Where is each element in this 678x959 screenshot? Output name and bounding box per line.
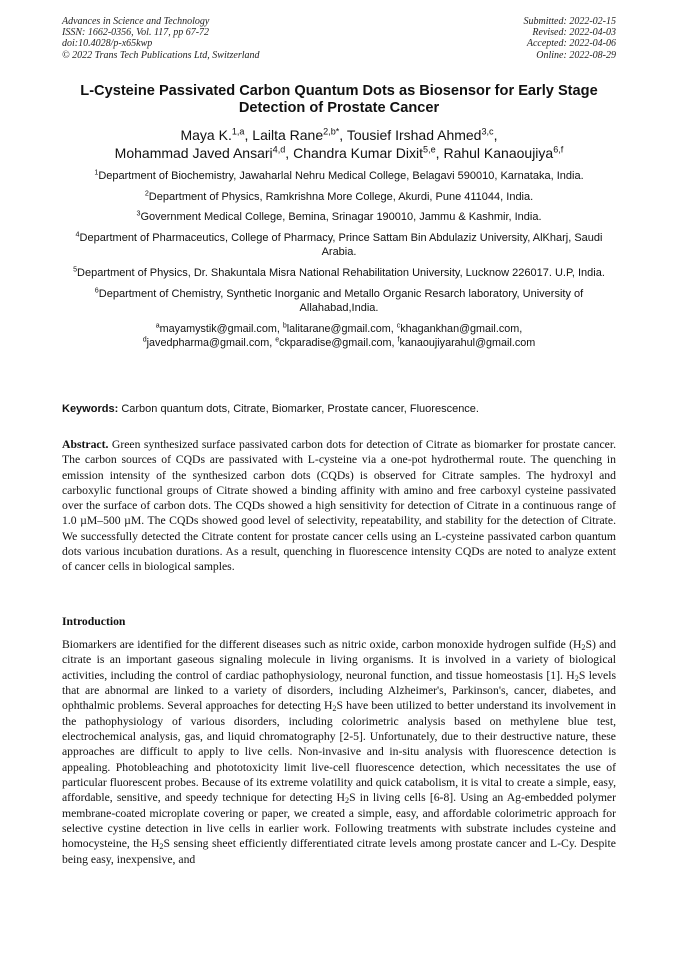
journal-name: Advances in Science and Technology (62, 16, 210, 27)
affiliation: $^6$Department of Chemistry, Synthetic Inorganic and Metallo Organic Resarch laboratory, University of Allahabad,India. (94, 285, 584, 315)
author: Rahul Kanaoujiya$^{6,f}$ (443, 144, 564, 161)
author: Lailta Rane$^{2,b*}$, (252, 126, 347, 143)
affiliation: $^1$Department of Biochemistry, Jawaharlal Nehru Medical College, Belagavi 590010, Karnataka, India. (94, 168, 584, 182)
introduction-body: Biomarkers are identified for the different diseases such as nitric oxide, carbon monoxide hydrogen sulfide $(H_2S)$ and citrate is an important gaseous signaling molecule in living organisms. It is involved in a variety of biological activities, including the control of cardiac pathophysiology, neuronal function, and tissue homeostasis [1]. $H_2S$ levels that are abnormal are linked to a variety of disorders, including Alzheimer's, Parkinson's, cancer, diabetes, and ophthalmic problems. Several approaches for detecting $H_2S$ have been utilized to better understand its involvement in the pathophysiology of various disorders, including colorimetric analysis based on methylene blue test, electrochemical analysis, gas, and liquid chromatography [2-5]. Unfortunately, due to their destructive nature, these approaches are difficult to apply to live cells. Non-invasive and in-situ analysis with fluorescence detection is appealing. Photobleaching and phototoxicity limit live-cell fluorescence detection, which necessitates the use of particular fluorescent probes. Because of its extreme volatility and quick catabolism, it is vital to create a simple, easy, affordable, sensitive, and speedy technique for detecting $H_2S$ in living cells [6-8]. Using an Ag-embedded polymer membrane-coated microplate covering or paper, we created a simple, easy, and affordable colorimetric approach for selective cystine detection in live cells in earlier work. Following treatments with substrate includes cysteine and homocysteine, the $H_2S$ sensing sheet efficiently differentiated citrate levels among prostate cancer and L-Cy. Despite being easy, inexpensive, and (62, 638, 617, 866)
affiliation-list (62, 169, 616, 350)
email-address[interactable]: $^c$khagankhan@gmail.com, (396, 322, 523, 335)
email-address[interactable]: $^a$mayamystik@gmail.com, (155, 322, 283, 335)
affiliation: $^2$Department of Physics, Ramkrishna More College, Akurdi, Pune 411044, India. (144, 188, 534, 203)
affiliation: $^5$Department of Physics, Dr. Shakuntala Misra National Rehabilitation University, Lucknow 226017. U.P, India. (73, 265, 605, 279)
author: Chandra Kumar Dixit$^{5,e}$, (293, 144, 444, 161)
keywords-label: Keywords: (62, 403, 119, 415)
abstract-text: Green synthesized surface passivated carbon dots for detection of Citrate as biomarker for prostate cancer. The carbon sources of CQDs are passivated with L-cysteine via a one-pot hydrothermal route. The quenching in emission intensity of the synthesized carbon dots (CQDs) is observed for Citrate samples. The hydroxyl and carboxylic functional groups of Citrate showed a binding affinity with amino and free carboxyl cysteine passivated over the surface of carbon dots. The CQDs showed a high sensitivity for detection of Citrate in a continuous range of 1.0 µM–500 µM. The CQDs showed good level of selectivity, repeatability, and stability for the detection of Citrate. We successfully detected the Citrate content for prostate cancer cells using an L-cysteine passivated carbon quantum dots various incubation durations. As a result, quenching in fluorescence intensity CQDs are noted to analyze extent of cancer cells in biological samples. (62, 438, 617, 574)
accepted-date: Accepted: 2022-04-06 (526, 38, 616, 50)
author: Tousief Irshad Ahmed$^{3,c}$, (346, 126, 498, 143)
copyright-line: © 2022 Trans Tech Publications Ltd, Switzerland (62, 49, 260, 61)
paper-title: L-Cysteine Passivated Carbon Quantum Dots as Biosensor for Early Stage Detection of Prostate Cancer (80, 83, 598, 116)
revised-date: Revised: 2022-04-03 (532, 27, 616, 39)
keywords (62, 402, 616, 416)
issn-line: ISSN: 1662-0356, Vol. 117, pp 67-72 (62, 27, 210, 39)
email-address[interactable]: $^d$javedpharma@gmail.com, (142, 336, 276, 349)
abstract (62, 437, 616, 575)
email-list (62, 322, 616, 350)
author: Maya K.$^{1,a}$, (180, 126, 253, 143)
publication-dates (524, 16, 617, 61)
abstract-label: Abstract. (62, 438, 109, 451)
email-address[interactable]: $^f$kanaoujiyarahul@gmail.com (397, 336, 536, 349)
journal-info (62, 16, 260, 61)
keywords-text: Carbon quantum dots, Citrate, Biomarker, Prostate cancer, Fluorescence. (121, 403, 479, 415)
affiliation: $^4$Department of Pharmaceutics, College of Pharmacy, Prince Sattam Bin Abdulaziz University, AlKharj, Saudi Arabia. (75, 230, 603, 259)
email-address[interactable]: $^e$ckparadise@gmail.com, (275, 336, 398, 349)
submitted-date: Submitted: 2022-02-15 (523, 16, 616, 27)
author: Mohammad Javed Ansari$^{4,d}$, (114, 144, 294, 161)
author-list (62, 126, 616, 162)
online-date: Online: 2022-08-29 (536, 49, 616, 61)
section-heading: Introduction (62, 615, 126, 628)
email-address[interactable]: $^b$lalitarane@gmail.com, (282, 322, 397, 335)
affiliation: $^3$Government Medical College, Bemina, Srinagar 190010, Jammu & Kashmir, India. (136, 209, 542, 224)
doi-line: doi:10.4028/p-x65kwp (62, 38, 153, 50)
